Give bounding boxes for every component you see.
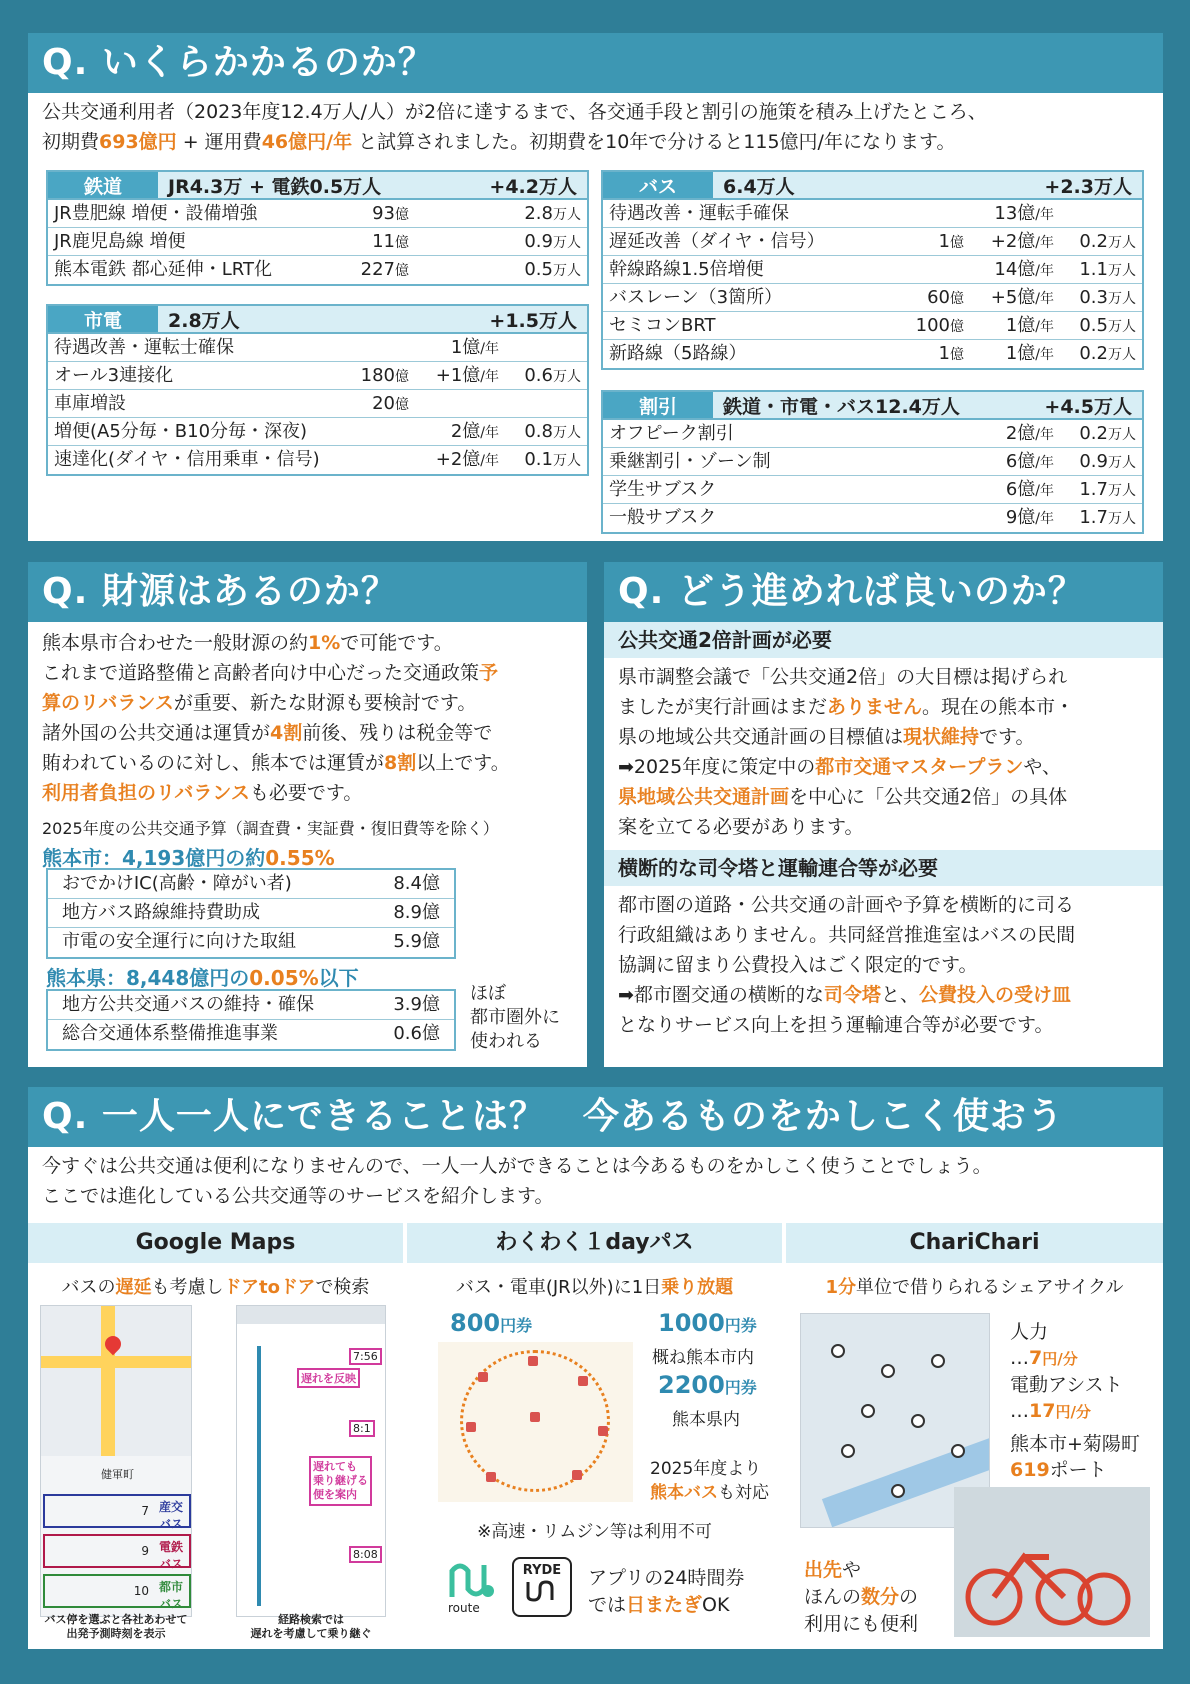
running-cost: 14億/年: [994, 259, 1054, 280]
table-row: 熊本電鉄 都心延伸・LRT化 227億 0.5万人: [48, 256, 587, 284]
approach-sub1: 公共交通2倍計画が必要: [604, 622, 1163, 658]
tram-table: 市電 2.8万人 +1.5万人 待遇改善・運転士確保 1億/年 オール3連接化 180億 +1億/年 0.6万人 車庫増設 20億 増便(A5分毎・B10分毎・深夜) 2億/年 0.8万人 速達化(ダイヤ・信用乗車・信号) +2億/年 0.1万人: [46, 304, 589, 476]
cost-section-title: Q. いくらかかるのか？: [28, 33, 1163, 93]
price-800: 800円券: [450, 1309, 533, 1337]
table-row: 乗継割引・ゾーン制 6億/年 0.9万人: [603, 448, 1142, 476]
running-cost: 2億/年: [1005, 423, 1054, 444]
route-late-label: 遅れを反映: [297, 1368, 360, 1388]
price-2200: 2200円券: [658, 1371, 757, 1399]
funding-section-title: Q. 財源はあるのか？: [28, 562, 587, 622]
running-cost: +1億/年: [435, 365, 499, 386]
ryde-logo-icon: [522, 1578, 562, 1604]
approach-section-title: Q. どう進めれば良いのか？: [604, 562, 1163, 622]
city-budget-table: [46, 868, 456, 959]
initial-cost: 1億: [938, 231, 964, 252]
charichari-header: ChariChari: [786, 1223, 1163, 1263]
passenger-increase: 0.3万人: [1079, 287, 1136, 308]
route-time-1: 7:56: [349, 1348, 382, 1365]
route-transfer-note: 遅れても 乗り継げる 便を案内: [309, 1456, 372, 1506]
table-row: 幹線路線1.5倍増便 14億/年 1.1万人: [603, 256, 1142, 284]
bike-photo: [954, 1487, 1150, 1637]
gm-caption-left: バス停を選ぶと各社あわせて 出発予測時刻を表示: [44, 1613, 188, 1640]
passenger-increase: 0.1万人: [524, 449, 581, 470]
budget-note: ほぼ 都市圏外に 使われる: [470, 983, 560, 1052]
passenger-increase: 1.1万人: [1079, 259, 1136, 280]
passenger-increase: 0.6万人: [524, 365, 581, 386]
funding-text: 熊本県市合わせた一般財源の約1%で可能です。 これまで道路整備と高齢者向け中心だった交通政策予 算のリバランスが重要、新たな財源も要検討です。 諸外国の公共交通は運賃が4割前後、残りは税金等で 賄われているのに対し、熊本では運賃が8割以上です。 利用者負担のリバランスも必要です。: [42, 632, 510, 804]
table-row: 一般サブスク 9億/年 1.7万人: [603, 504, 1142, 532]
table-row: バスレーン（3箇所） 60億 +5億/年 0.3万人: [603, 284, 1142, 312]
passenger-increase: 0.2万人: [1079, 343, 1136, 364]
app-ticket-note: アプリの24時間券 では日またぎOK: [588, 1567, 745, 1616]
google-maps-caption: バスの遅延も考慮しドアtoドアで検索: [61, 1277, 370, 1298]
individual-intro: 今すぐは公共交通は便利になりませんので、一人一人ができることは今あるものをかしこく使うことでしょう。 ここでは進化している公共交通等のサービスを紹介します。: [42, 1155, 992, 1207]
exclusion-note: ※高速・リムジン等は利用不可: [477, 1522, 712, 1542]
wakuwaku-caption: バス・電車(JR以外)に1日乗り放題: [455, 1277, 734, 1298]
running-cost: 6億/年: [1005, 451, 1054, 472]
table-row: JR鹿児島線 増便 11億 0.9万人: [48, 228, 587, 256]
gm-caption-right: 経路検索では 遅れを考慮して乗り継ぐ: [250, 1613, 372, 1640]
ryde-logo: RYDE: [512, 1557, 572, 1617]
google-maps-header: Google Maps: [28, 1223, 403, 1263]
individual-section: [28, 1087, 1163, 1649]
area-1000: 概ね熊本市内: [652, 1348, 754, 1368]
budget-row: 総合交通体系整備推進事業 0.6億: [62, 1023, 440, 1044]
price-1000: 1000円券: [658, 1309, 757, 1337]
running-cost: 13億/年: [994, 203, 1054, 224]
passenger-increase: 1.7万人: [1079, 507, 1136, 528]
passenger-increase: 2.8万人: [524, 203, 581, 224]
area-2200: 熊本県内: [672, 1410, 740, 1430]
passenger-increase: 0.9万人: [1079, 451, 1136, 472]
budget-row: 地方バス路線維持費助成 8.9億: [48, 899, 454, 928]
running-cost: +2億/年: [990, 231, 1054, 252]
google-maps-screenshot-stop: [40, 1305, 192, 1617]
running-cost: +2億/年: [435, 449, 499, 470]
table-row: 増便(A5分毎・B10分毎・深夜) 2億/年 0.8万人: [48, 418, 587, 446]
individual-section-title: Q. 一人一人にできることは？ 今あるものをかしこく使おう: [28, 1087, 1163, 1147]
running-cost: 1億/年: [450, 337, 499, 358]
running-cost: 6億/年: [1005, 479, 1054, 500]
running-cost: 1億/年: [1005, 315, 1054, 336]
charichari-caption: 1分単位で借りられるシェアサイクル: [825, 1277, 1124, 1298]
approach-sub2: 横断的な司令塔と運輸連合等が必要: [604, 850, 1163, 886]
area-map: [438, 1342, 633, 1502]
initial-cost: 20億: [372, 393, 409, 414]
approach-text2: 都市圏の道路・公共交通の計画や予算を横断的に司る 行政組織はありません。共同経営推進室はバスの民間 協調に留まり公費投入はごく限定的です。 ➡都市圏交通の横断的な司令塔と、公費投入の受け皿 となりサービス向上を担う運輸連合等が必要です。: [618, 894, 1076, 1036]
table-row: 待遇改善・運転手確保 13億/年: [603, 200, 1142, 228]
approach-text1: 県市調整会議で「公共交通2倍」の大目標は掲げられ ましたが実行計画はまだありません。現在の熊本市・ 県の地域公共交通計画の目標値は現状維持です。 ➡2025年度に策定中の都市交通マスタープランや、 県地域公共交通計画を中心に「公共交通2倍」の具体 案を立てる必要があります。: [618, 666, 1075, 838]
stop-name: 健軍町: [101, 1468, 134, 1481]
passenger-increase: 0.5万人: [1079, 315, 1136, 336]
initial-cost: 11億: [372, 231, 409, 252]
kumamoto-bus-note: 2025年度より 熊本バスも対応: [650, 1459, 769, 1503]
wakuwaku-header: わくわく１dayパス: [407, 1223, 782, 1263]
passenger-increase: 0.8万人: [524, 421, 581, 442]
running-cost: 2億/年: [450, 421, 499, 442]
charichari-price: 人力 …7円/分 電動アシスト …17円/分 熊本市+菊陽町 619ポート: [1010, 1321, 1140, 1481]
city-budget-label: 熊本市：4,193億円の約0.55%: [42, 846, 335, 870]
table-row: 速達化(ダイヤ・信用乗車・信号) +2億/年 0.1万人: [48, 446, 587, 474]
bus-table: バス 6.4万人 +2.3万人 待遇改善・運転手確保 13億/年 遅延改善（ダイヤ・信号） 1億 +2億/年 0.2万人 幹線路線1.5倍増便 14億/年 1.1万人 バスレーン（3箇所） 60億 +5億/年 0.3万人 セミコンBRT 100億 1億/年 0.5万人 新路線（5路線） 1億 1億/年 0.2万人: [601, 170, 1144, 370]
discount-table: 割引 鉄道・市電・バス12.4万人 +4.5万人 オフピーク割引 2億/年 0.2万人 乗継割引・ゾーン制 6億/年 0.9万人 学生サブスク 6億/年 1.7万人 一般サブスク 9億/年 1.7万人: [601, 390, 1144, 534]
passenger-increase: 0.5万人: [524, 259, 581, 280]
initial-cost: 60億: [927, 287, 964, 308]
route-time-2: 8:1: [349, 1420, 375, 1437]
table-row: オール3連接化 180億 +1億/年 0.6万人: [48, 362, 587, 390]
initial-cost: 1億: [938, 343, 964, 364]
bus-row-toshi: 都市バス 10: [43, 1574, 191, 1608]
cost-intro: 公共交通利用者（2023年度12.4万人/人）が2倍に達するまで、各交通手段と割引の施策を積み上げたところ、 初期費693億円 + 運用費46億円/年 と試算されました。初期費を10年で分けると115億円/年になります。: [42, 101, 987, 153]
table-row: 遅延改善（ダイヤ・信号） 1億 +2億/年 0.2万人: [603, 228, 1142, 256]
budget-row: おでかけIC(高齢・障がい者) 8.4億: [48, 870, 454, 899]
pref-budget-label: 熊本県：8,448億円の0.05%以下: [46, 966, 359, 990]
table-row: 車庫増設 20億: [48, 390, 587, 418]
passenger-increase: 0.2万人: [1079, 231, 1136, 252]
table-row: JR豊肥線 増便・設備増強 93億 2.8万人: [48, 200, 587, 228]
table-row: 新路線（5路線） 1億 1億/年 0.2万人: [603, 340, 1142, 368]
running-cost: +5億/年: [990, 287, 1054, 308]
running-cost: 9億/年: [1005, 507, 1054, 528]
passenger-increase: 0.2万人: [1079, 423, 1136, 444]
approach-section: [604, 562, 1163, 1067]
bicycle-icon: [954, 1487, 1150, 1637]
budget-caption: 2025年度の公共交通予算（調査費・実証費・復旧費等を除く）: [42, 819, 499, 838]
google-maps-screenshot-route: [236, 1305, 386, 1617]
budget-row: 市電の安全運行に向けた取組 5.9億: [62, 931, 440, 952]
initial-cost: 227億: [360, 259, 409, 280]
initial-cost: 100億: [915, 315, 964, 336]
funding-section: [28, 562, 587, 1067]
charichari-note: 出先や ほんの数分の 利用にも便利: [804, 1559, 919, 1635]
table-row: セミコンBRT 100億 1億/年 0.5万人: [603, 312, 1142, 340]
route-logo: route: [446, 1557, 500, 1617]
table-row: 待遇改善・運転士確保 1億/年: [48, 334, 587, 362]
rail-table: 鉄道 JR4.3万 + 電鉄0.5万人 +4.2万人 JR豊肥線 増便・設備増強 93億 2.8万人 JR鹿児島線 増便 11億 0.9万人 熊本電鉄 都心延伸・LRT化 227億 0.5万人: [46, 170, 589, 286]
route-time-3: 8:08: [349, 1546, 382, 1563]
budget-row: 地方公共交通バスの維持・確保 3.9億: [48, 991, 454, 1020]
cost-section: [28, 33, 1163, 541]
pref-budget-table: [46, 989, 456, 1051]
bus-row-sanko: 産交バス 7: [43, 1494, 191, 1528]
passenger-increase: 0.9万人: [524, 231, 581, 252]
bus-row-dentetsu: 電鉄バス 9: [43, 1534, 191, 1568]
table-row: 学生サブスク 6億/年 1.7万人: [603, 476, 1142, 504]
initial-cost: 93億: [372, 203, 409, 224]
running-cost: 1億/年: [1005, 343, 1054, 364]
initial-cost: 180億: [360, 365, 409, 386]
table-row: オフピーク割引 2億/年 0.2万人: [603, 420, 1142, 448]
passenger-increase: 1.7万人: [1079, 479, 1136, 500]
